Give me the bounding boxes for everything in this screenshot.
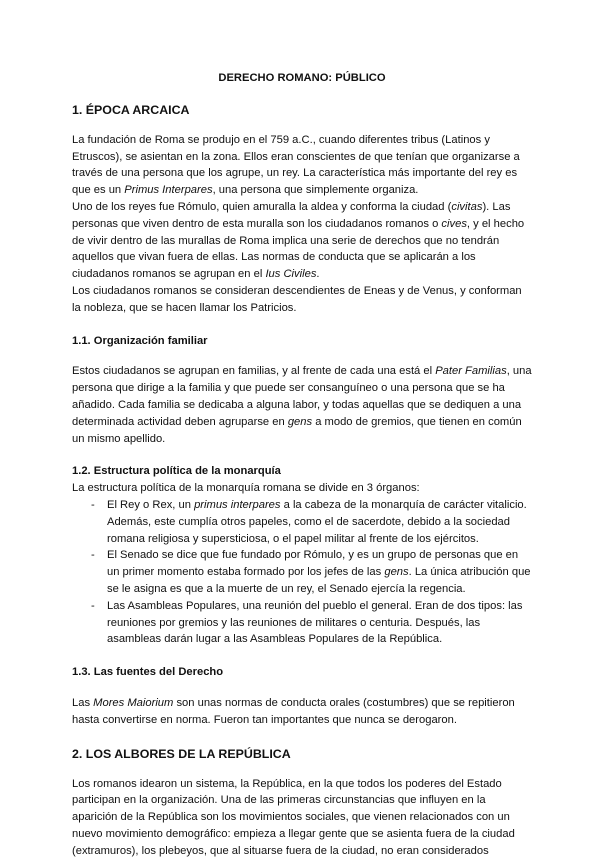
- list-item: - El Senado se dice que fue fundado por Rómulo, y es un grupo de personas que en un primer momento estaba formado por los jefes de las gens. La única atribución que se le asigna es que a la muerte de un rey, el Senado ejercía la regencia.: [72, 547, 532, 597]
- paragraph: La fundación de Roma se produjo en el 759 a.C., cuando diferentes tribus (Latinos y Etruscos), se asientan en la zona. Ellos eran conscientes de que tenían que organizarse a través de una persona que los agrupe, un rey. La característica más importante del rey es que es un Primus Interpares, una persona que simplemente organiza.: [72, 132, 532, 199]
- list-item: - El Rey o Rex, un primus interpares a la cabeza de la monarquía de carácter vitalicio. Además, este cumplía otros papeles, como el de sacerdote, debido a la sociedad romana religiosa y supersticiosa, o el papel militar al frente de los ejércitos.: [72, 497, 532, 547]
- subsection-heading-fuentes-derecho: 1.3. Las fuentes del Derecho: [72, 664, 532, 681]
- organs-list: [72, 497, 532, 648]
- paragraph: La estructura política de la monarquía romana se divide en 3 órganos:: [72, 480, 532, 497]
- document-title: DERECHO ROMANO: PÚBLICO: [72, 70, 532, 87]
- document-page: [72, 60, 532, 859]
- paragraph: Uno de los reyes fue Rómulo, quien amuralla la aldea y conforma la ciudad (civitas). Las personas que viven dentro de esta muralla son los ciudadanos romanos o cives, y el hecho de vivir dentro de las murallas de Roma implica una serie de derechos que no tendrán aquellos que vivan fuera de ellas. Las normas de conducta que se aplicarán a los ciudadanos romanos se agrupan en el Ius Civiles.: [72, 199, 532, 283]
- list-item: - Las Asambleas Populares, una reunión del pueblo el general. Eran de dos tipos: las reuniones por gremios y las reuniones de militares o centuria. Después, las asambleas darán lugar a las Asambleas Populares de la República.: [72, 598, 532, 648]
- subsection-heading-organizacion-familiar: 1.1. Organización familiar: [72, 333, 532, 350]
- paragraph: Los ciudadanos romanos se consideran descendientes de Eneas y de Venus, y conforman la nobleza, que se hacen llamar los Patricios.: [72, 283, 532, 317]
- section-heading-epoca-arcaica: 1. ÉPOCA ARCAICA: [72, 101, 532, 119]
- paragraph: Las Mores Maiorium son unas normas de conducta orales (costumbres) que se repitieron hasta convertirse en norma. Fueron tan importantes que nunca se derogaron.: [72, 695, 532, 729]
- paragraph: Los romanos idearon un sistema, la República, en la que todos los poderes del Estado participan en la organización. Una de las primeras circunstancias que influyen en la aparición de la República son los movimientos sociales, que vienen relacionados con un nuevo movimiento demográfico: empieza a llegar gente que se asienta fuera de la ciudad (extramuros), los plebeyos, que al situarse fuera de la ciudad, no eran considerados: [72, 776, 532, 859]
- paragraph: Estos ciudadanos se agrupan en familias, y al frente de cada una está el Pater Familias, una persona que dirige a la familia y que puede ser consanguíneo o una persona que se ha añadido. Cada familia se dedicaba a alguna labor, y todas aquellas que se dediquen a una determinada actividad deben agruparse en gens a modo de gremios, que tienen en común un mismo apellido.: [72, 363, 532, 447]
- subsection-heading-estructura-politica: 1.2. Estructura política de la monarquía: [72, 463, 532, 480]
- section-heading-albores-republica: 2. LOS ALBORES DE LA REPÚBLICA: [72, 745, 532, 763]
